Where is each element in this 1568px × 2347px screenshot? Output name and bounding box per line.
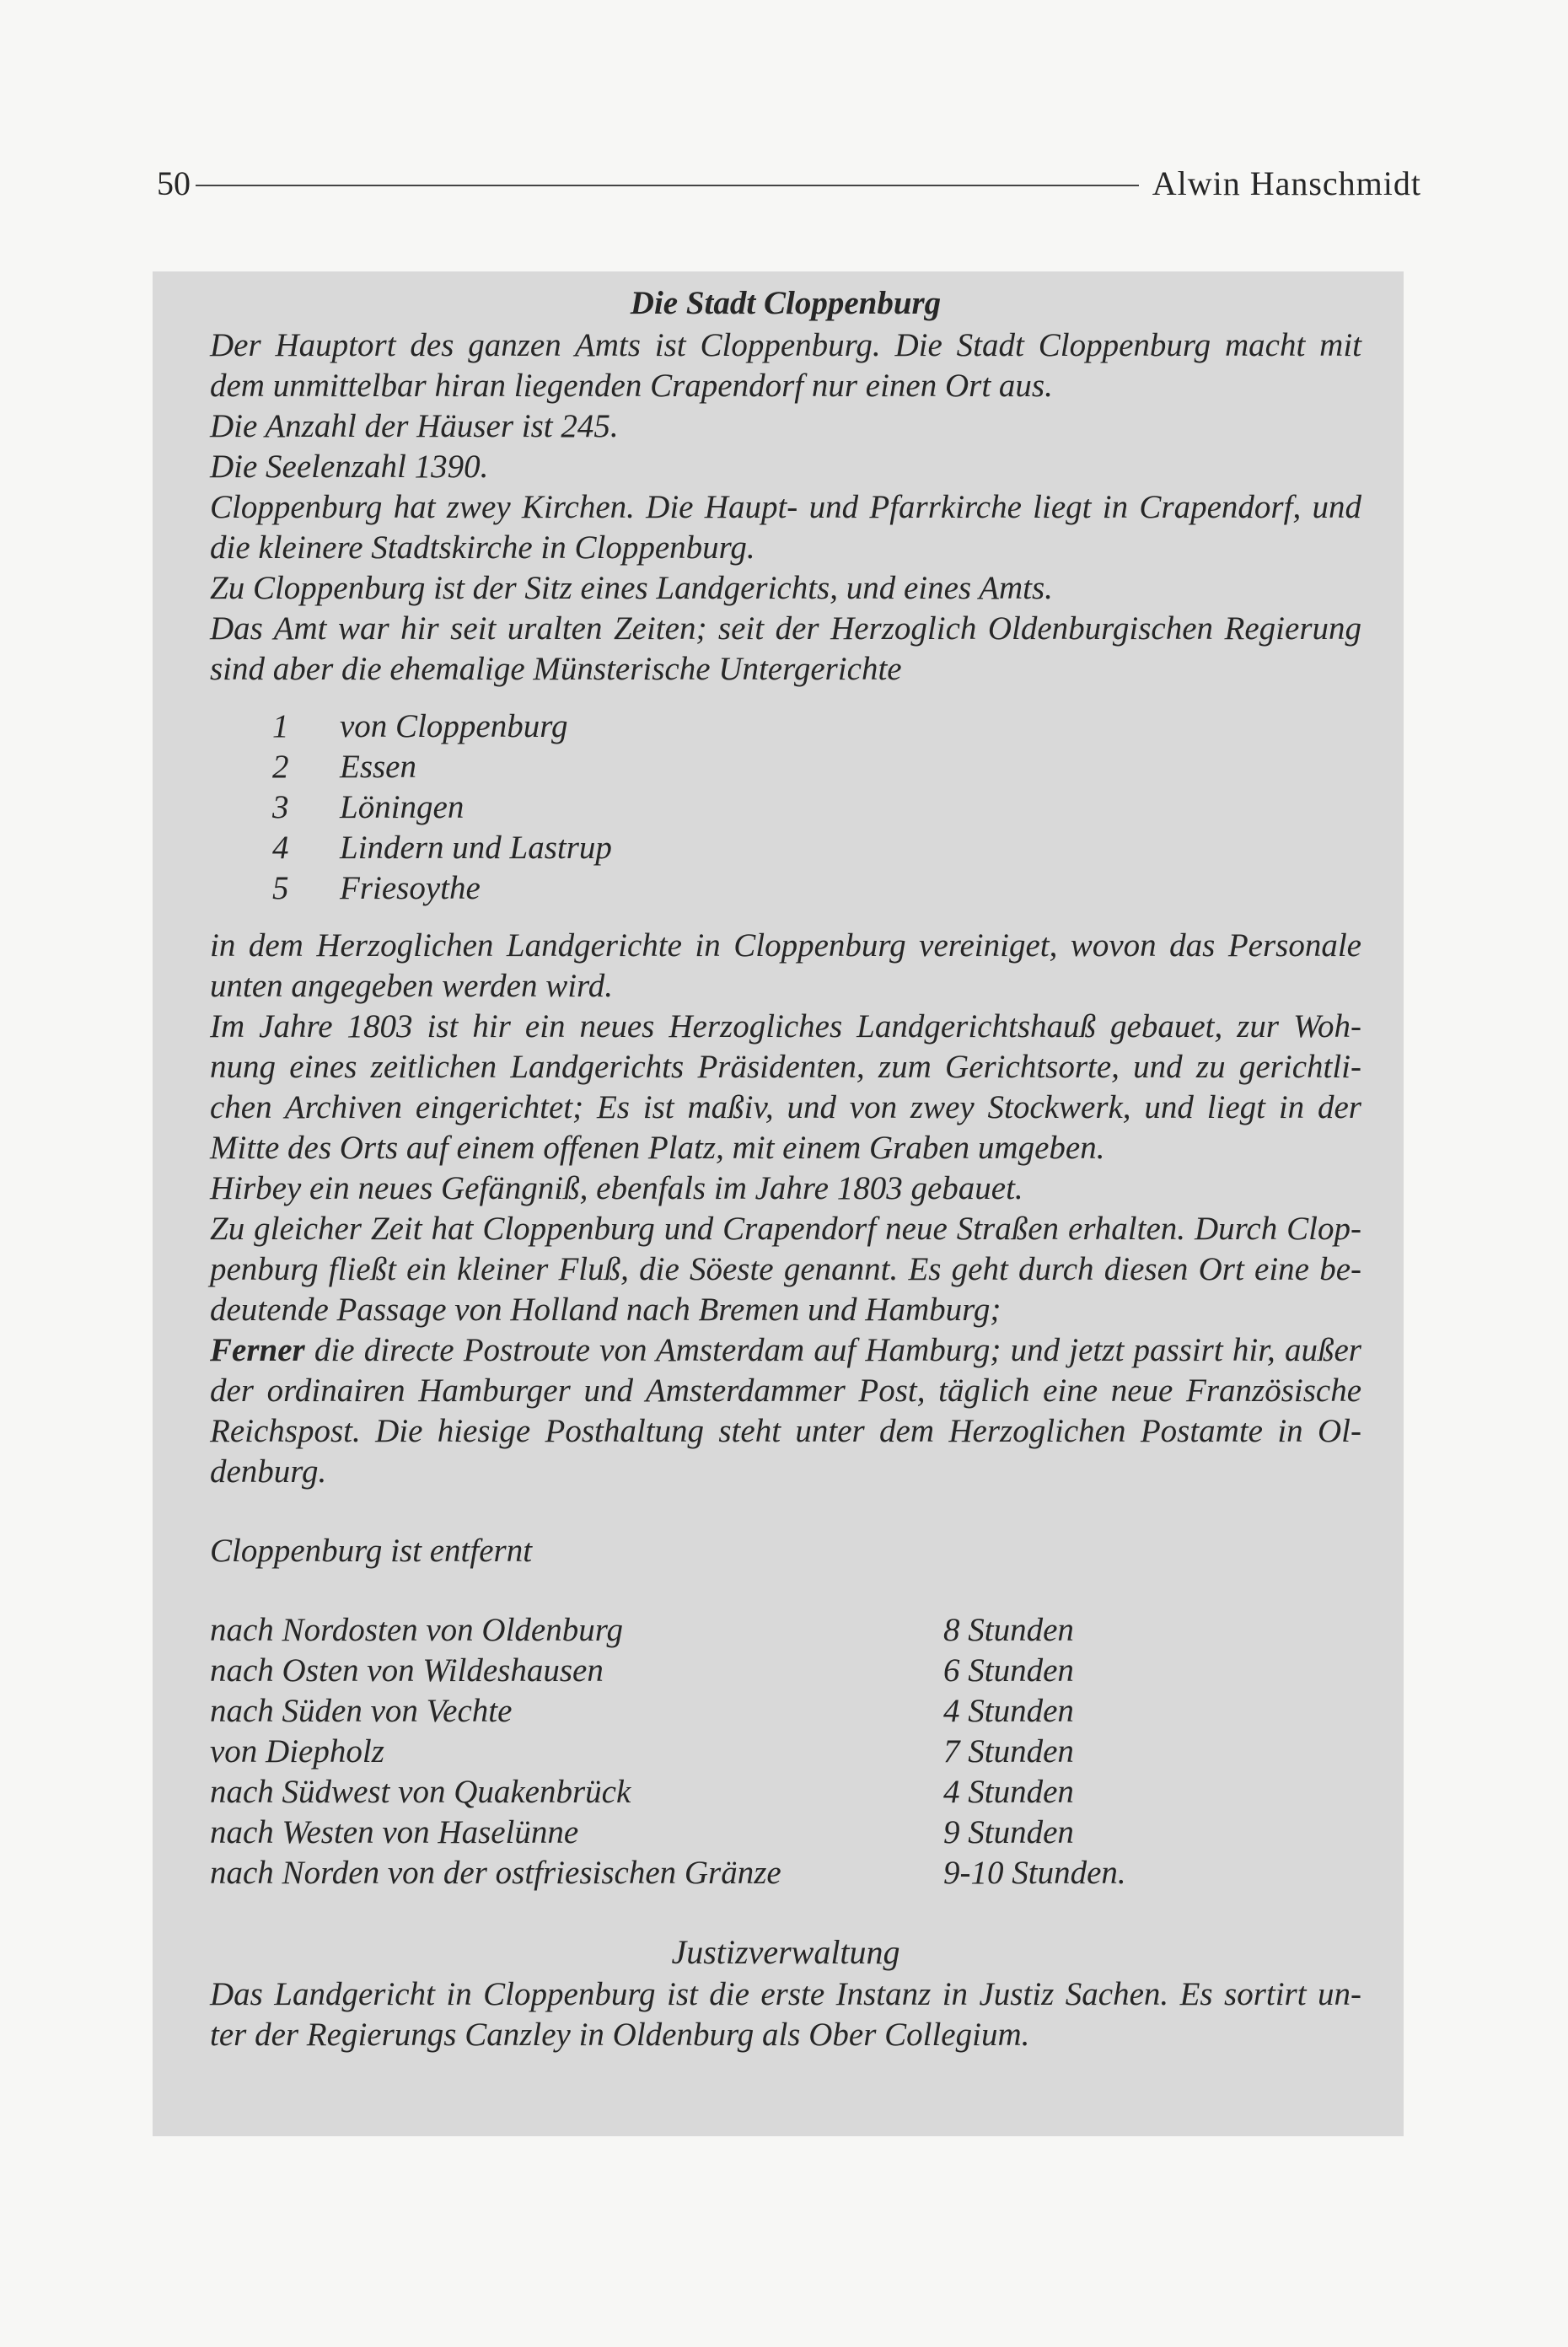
list-item xyxy=(272,868,1361,909)
distance-time: 8 Stunden xyxy=(943,1612,1074,1648)
text-line: Zu gleicher Zeit hat Cloppenburg und Crapendorf neue Straßen erhalten. Durch Clop- xyxy=(210,1211,1361,1247)
court-list xyxy=(272,706,1361,909)
section-title-stadt: Die Stadt Cloppenburg xyxy=(630,285,942,321)
text-line: Der Hauptort des ganzen Amts ist Cloppenburg. Die Stadt Cloppenburg macht mit xyxy=(210,327,1361,363)
text-line: ter der Regierungs Canzley in Oldenburg als Ober Collegium. xyxy=(210,2017,1030,2053)
distance-time: 4 Stunden xyxy=(943,1693,1074,1729)
list-item xyxy=(272,787,1361,828)
header-rule xyxy=(196,185,1139,186)
list-text: Löningen xyxy=(340,789,464,825)
list-number: 1 xyxy=(272,708,289,744)
text-line: nung eines zeitlichen Landgerichts Präsidenten, zum Gerichtsorte, und zu gerichtli- xyxy=(210,1049,1361,1085)
list-number: 3 xyxy=(272,789,289,825)
list-item xyxy=(272,747,1361,787)
text-line: Reichspost. Die hiesige Posthaltung steht unter dem Herzoglichen Postamte in Ol- xyxy=(210,1413,1361,1449)
text-line: chen Archiven eingerichtet; Es ist maßiv, und von zwey Stockwerk, und liegt in der xyxy=(210,1089,1361,1125)
boxed-source-excerpt xyxy=(153,271,1404,2136)
text-run: die directe Postroute von Amsterdam auf Hamburg; und jetzt passirt hir, außer xyxy=(304,1332,1361,1368)
table-row xyxy=(210,1732,1361,1772)
text-line-ferner xyxy=(210,1330,1361,1371)
distance-place: nach Osten von Wildeshausen xyxy=(210,1652,604,1689)
table-row xyxy=(210,1651,1361,1691)
text-line: penburg fließt ein kleiner Fluß, die Söeste genannt. Es geht durch diesen Ort eine be- xyxy=(210,1251,1361,1287)
distance-place: von Diepholz xyxy=(210,1733,384,1770)
table-row xyxy=(210,1691,1361,1732)
distance-time: 6 Stunden xyxy=(943,1652,1074,1689)
text-line: Das Amt war hir seit uralten Zeiten; seit der Herzoglich Oldenburgischen Regierung xyxy=(210,610,1361,647)
text-line: Zu Cloppenburg ist der Sitz eines Landgerichts, und eines Amts. xyxy=(210,570,1053,606)
list-number: 5 xyxy=(272,870,289,906)
list-text: Friesoythe xyxy=(340,870,481,906)
distance-place: nach Nordosten von Oldenburg xyxy=(210,1612,623,1648)
text-line: unten angegeben werden wird. xyxy=(210,968,614,1004)
text-line: denburg. xyxy=(210,1453,327,1490)
text-line: sind aber die ehemalige Münsterische Untergerichte xyxy=(210,651,902,687)
table-row xyxy=(210,1772,1361,1813)
distance-time: 9 Stunden xyxy=(943,1814,1074,1850)
text-line: Die Seelenzahl 1390. xyxy=(210,448,489,485)
list-number: 2 xyxy=(272,749,289,785)
text-line: deutende Passage von Holland nach Bremen und Hamburg; xyxy=(210,1292,1001,1328)
distance-place: nach Südwest von Quakenbrück xyxy=(210,1774,631,1810)
text-line: Im Jahre 1803 ist hir ein neues Herzogliches Landgerichtshauß gebauet, zur Woh- xyxy=(210,1008,1361,1045)
list-text: von Cloppenburg xyxy=(340,708,568,744)
distance-place: nach Westen von Haselünne xyxy=(210,1814,579,1850)
list-text: Lindern und Lastrup xyxy=(340,830,612,866)
table-row xyxy=(210,1813,1361,1853)
table-row xyxy=(210,1853,1361,1893)
section-title-justiz: Justizverwaltung xyxy=(671,1933,900,1971)
distance-place: nach Norden von der ostfriesischen Gränze xyxy=(210,1855,781,1891)
text-line: Cloppenburg hat zwey Kirchen. Die Haupt- und Pfarrkirche liegt in Crapendorf, und xyxy=(210,489,1361,525)
table-row xyxy=(210,1610,1361,1651)
page-number: 50 xyxy=(157,164,191,202)
list-text: Essen xyxy=(340,749,416,785)
text-line: Die Anzahl der Häuser ist 245. xyxy=(210,408,619,444)
text-line: dem unmittelbar hiran liegenden Crapendorf nur einen Ort aus. xyxy=(210,368,1053,404)
list-item xyxy=(272,706,1361,747)
bold-lead-word: Ferner xyxy=(210,1332,305,1368)
text-line: Hirbey ein neues Gefängniß, ebenfals im Jahre 1803 gebauet. xyxy=(210,1170,1023,1206)
list-number: 4 xyxy=(272,830,289,866)
page-header xyxy=(157,158,1421,209)
running-head-author: Alwin Hanschmidt xyxy=(1152,164,1421,202)
list-item xyxy=(272,828,1361,868)
text-line: in dem Herzoglichen Landgerichte in Cloppenburg vereiniget, wovon das Personale xyxy=(210,927,1361,964)
distance-time: 7 Stunden xyxy=(943,1733,1074,1770)
text-line: Mitte des Orts auf einem offenen Platz, mit einem Graben umgeben. xyxy=(210,1130,1105,1166)
distance-place: nach Süden von Vechte xyxy=(210,1693,513,1729)
distance-time: 9-10 Stunden. xyxy=(943,1855,1126,1891)
text-line: die kleinere Stadtskirche in Cloppenburg. xyxy=(210,529,755,566)
distance-table xyxy=(210,1610,1361,1893)
distance-intro: Cloppenburg ist entfernt xyxy=(210,1533,533,1569)
text-line: der ordinairen Hamburger und Amsterdammer Post, täglich eine neue Französische xyxy=(210,1372,1361,1409)
distance-time: 4 Stunden xyxy=(943,1774,1074,1810)
text-line: Das Landgericht in Cloppenburg ist die erste Instanz in Justiz Sachen. Es sortirt un- xyxy=(210,1976,1361,2012)
